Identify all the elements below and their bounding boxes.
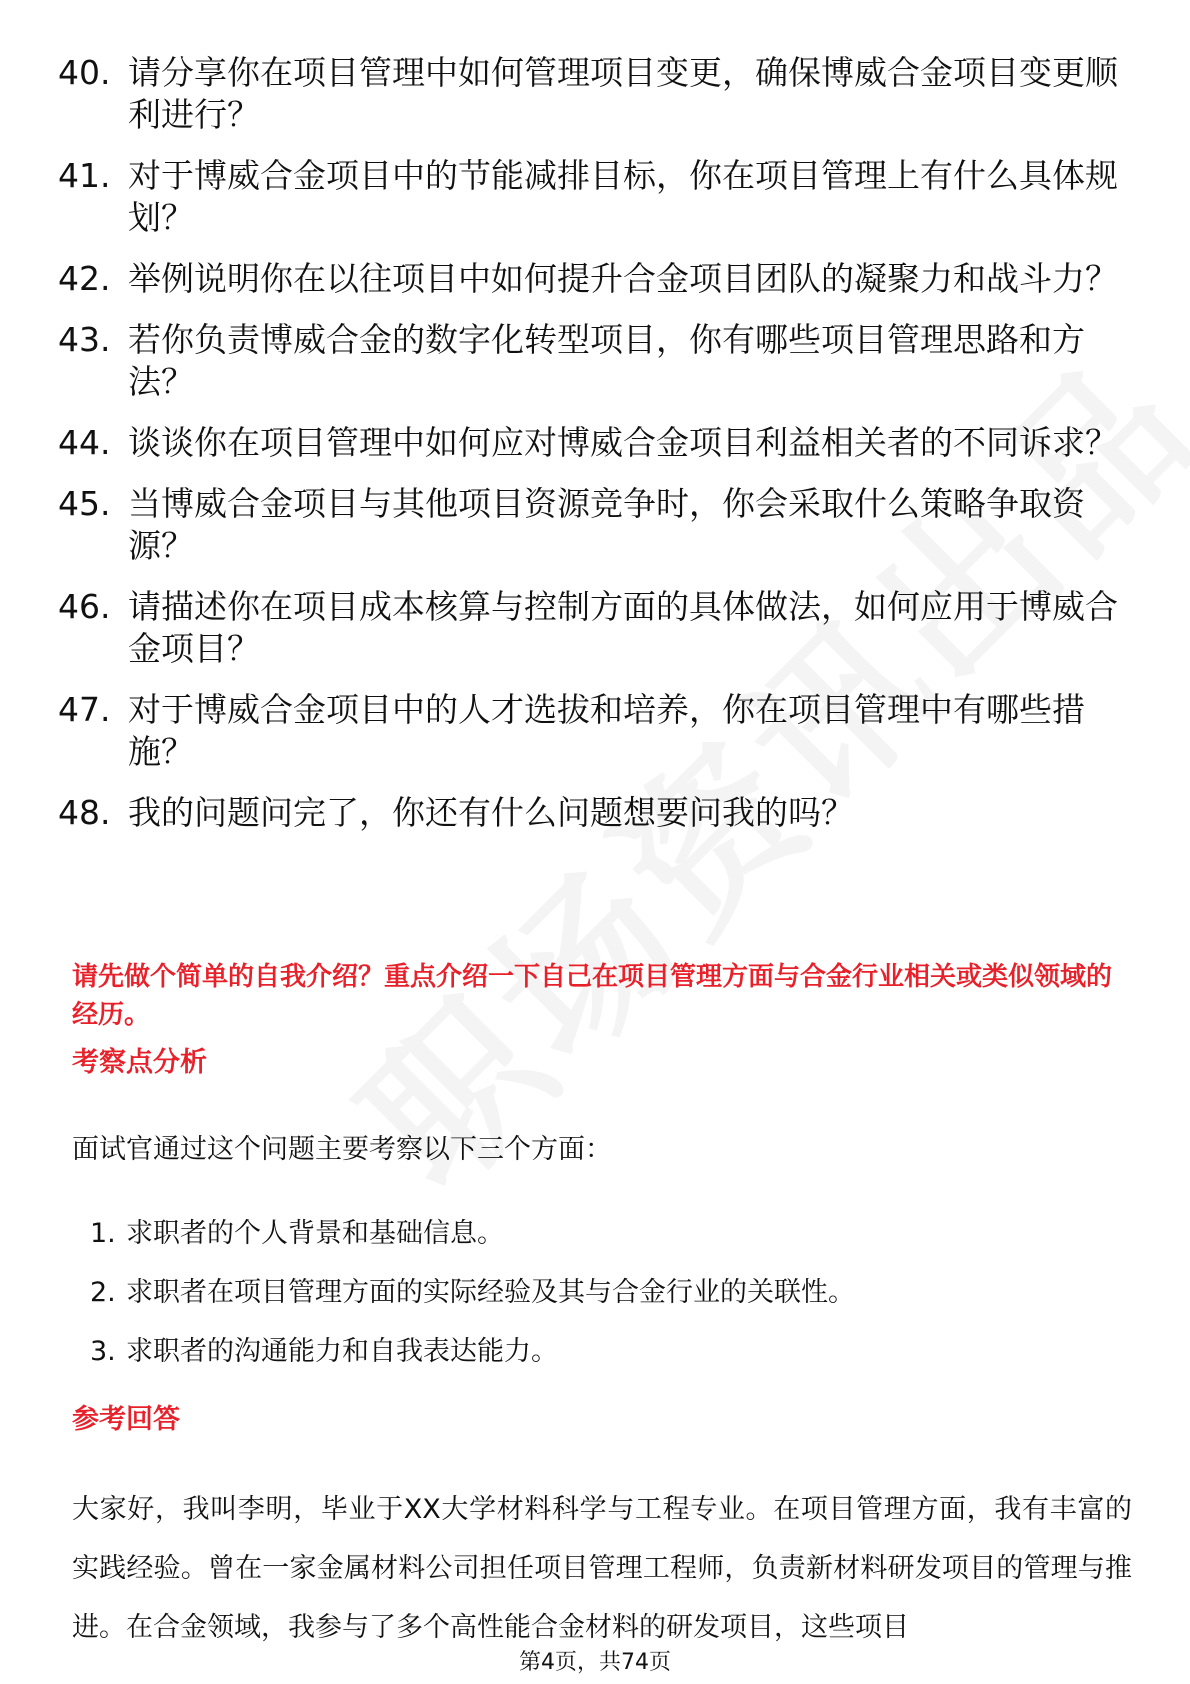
- list-item: [58, 52, 1118, 136]
- question-number: 41.: [58, 156, 111, 195]
- list-item: [72, 1273, 1122, 1313]
- analysis-intro: 面试官通过这个问题主要考察以下三个方面：: [72, 1134, 612, 1165]
- list-item: [72, 1332, 1122, 1372]
- list-item: [58, 319, 1118, 403]
- question-text: 我的问题问完了，你还有什么问题想要问我的吗？: [128, 793, 854, 832]
- page-number: 第4页，共74页: [519, 1650, 671, 1675]
- question-number: 40.: [58, 53, 111, 92]
- question-number: 44.: [58, 423, 111, 462]
- point-text: 求职者的个人背景和基础信息。: [126, 1218, 504, 1249]
- question-list: [58, 52, 1118, 853]
- list-item: [58, 155, 1118, 239]
- analysis-points: [72, 1214, 1122, 1391]
- question-text: 举例说明你在以往项目中如何提升合金项目团队的凝聚力和战斗力？: [128, 259, 1118, 298]
- question-number: 42.: [58, 259, 111, 298]
- analysis-heading: 考察点分析: [72, 1047, 207, 1078]
- question-text: 当博威合金项目与其他项目资源竞争时，你会采取什么策略争取资源？: [128, 484, 1085, 565]
- question-text: 请描述你在项目成本核算与控制方面的具体做法，如何应用于博威合金项目？: [128, 587, 1118, 668]
- list-item: [58, 483, 1118, 567]
- question-text: 请分享你在项目管理中如何管理项目变更，确保博威合金项目变更顺利进行？: [128, 53, 1118, 134]
- list-item: [58, 258, 1118, 300]
- question-number: 43.: [58, 320, 111, 359]
- question-text: 对于博威合金项目中的节能减排目标，你在项目管理上有什么具体规划？: [128, 156, 1118, 237]
- question-text: 若你负责博威合金的数字化转型项目，你有哪些项目管理思路和方法？: [128, 320, 1085, 401]
- point-number: 2.: [90, 1277, 116, 1308]
- question-text: 谈谈你在项目管理中如何应对博威合金项目利益相关者的不同诉求？: [128, 423, 1118, 462]
- question-number: 48.: [58, 793, 111, 832]
- featured-question: 请先做个简单的自我介绍？重点介绍一下自己在项目管理方面与合金行业相关或类似领域的经历。: [72, 962, 1113, 1030]
- list-item: [72, 1214, 1122, 1254]
- list-item: [58, 422, 1118, 464]
- reference-answer: 大家好，我叫李明，毕业于XX大学材料科学与工程专业。在项目管理方面，我有丰富的实践经验。曾在一家金属材料公司担任项目管理工程师，负责新材料研发项目的管理与推进。在合金领域，我参与了多个高性能合金材料的研发项目，这些项目: [72, 1494, 1132, 1643]
- point-text: 求职者在项目管理方面的实际经验及其与合金行业的关联性。: [126, 1277, 855, 1308]
- question-number: 46.: [58, 587, 111, 626]
- reference-heading: 参考回答: [72, 1404, 180, 1435]
- list-item: [58, 586, 1118, 670]
- point-number: 3.: [90, 1336, 116, 1367]
- list-item: [58, 792, 1118, 834]
- question-text: 对于博威合金项目中的人才选拔和培养，你在项目管理中有哪些措施？: [128, 690, 1085, 771]
- question-number: 47.: [58, 690, 111, 729]
- point-number: 1.: [90, 1218, 116, 1249]
- question-number: 45.: [58, 484, 111, 523]
- point-text: 求职者的沟通能力和自我表达能力。: [126, 1336, 558, 1367]
- list-item: [58, 689, 1118, 773]
